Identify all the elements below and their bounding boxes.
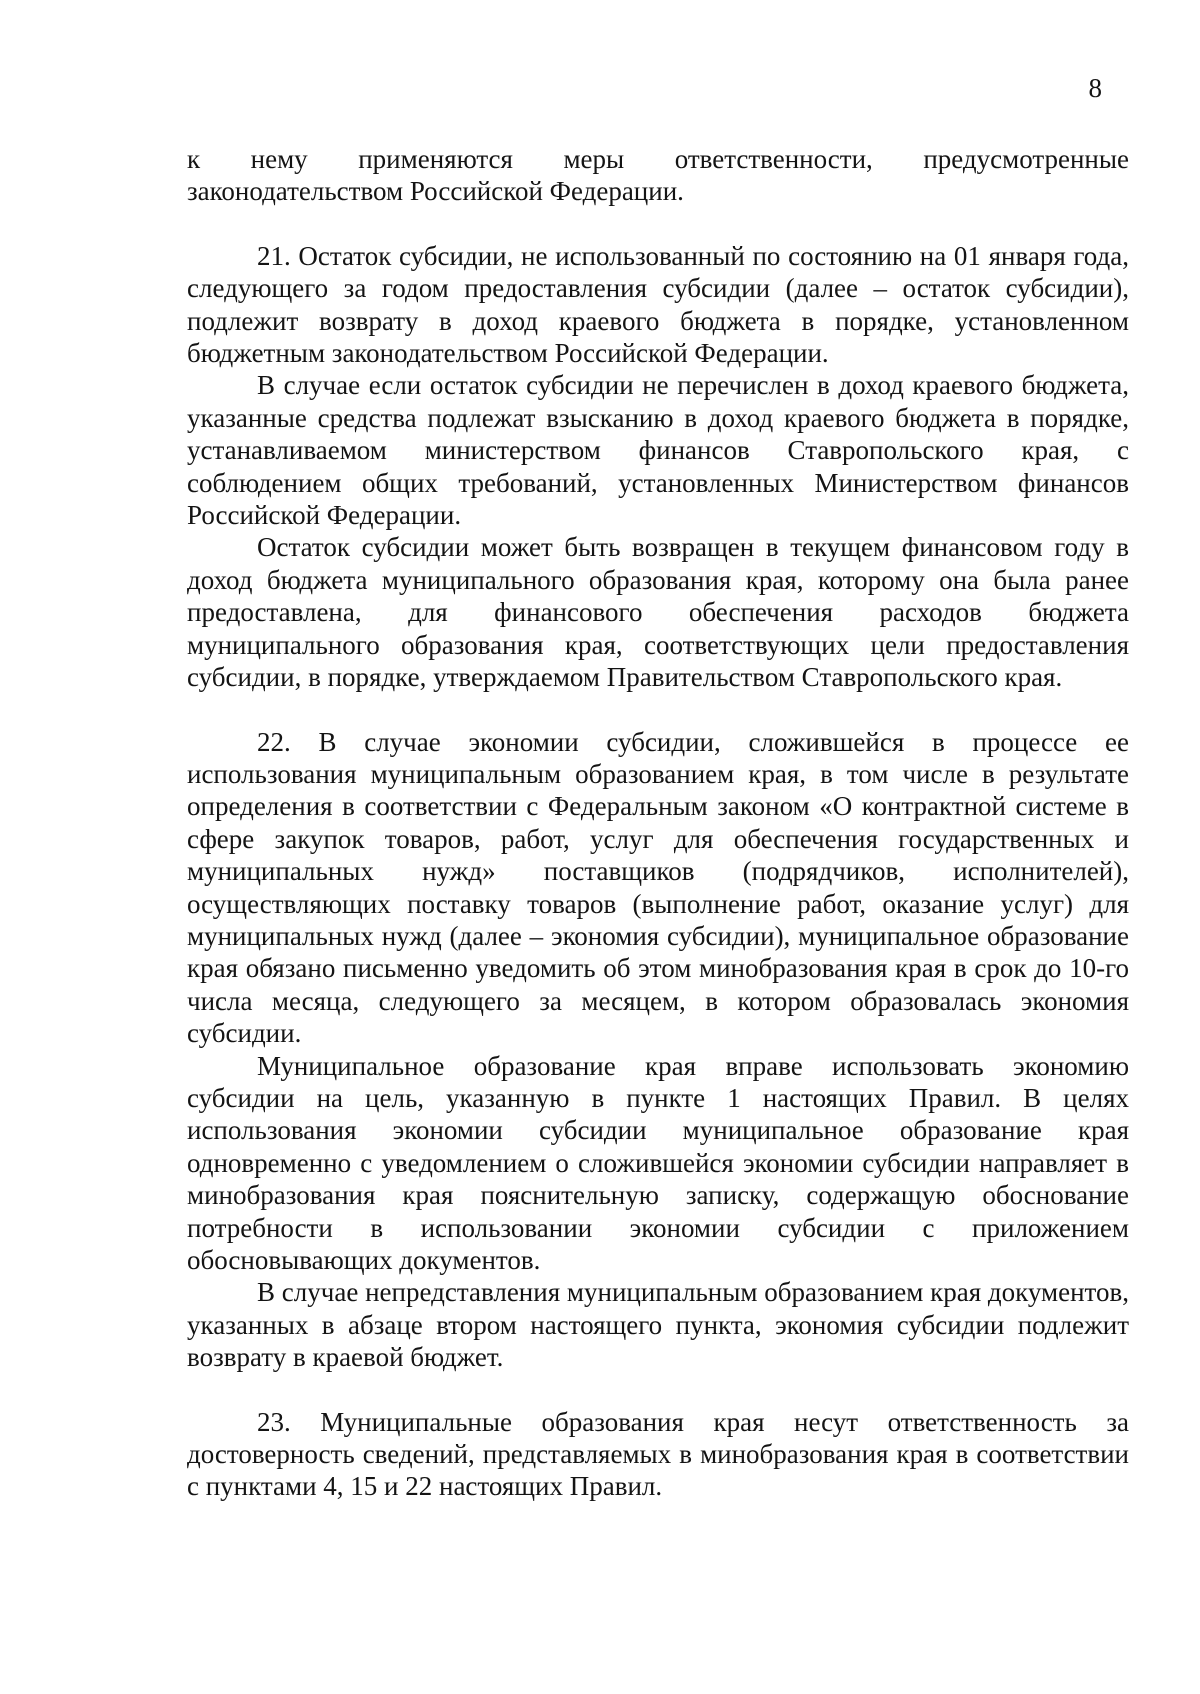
paragraph-clause-22-usage: Муниципальное образование края вправе использовать экономию субсидии на цель, указанную в пункте 1 настоящих Правил. В целях использования экономии субсидии муниципальное образование края одновременно с уведомлением о сложившейся экономии субсидии направляет в минобразования края пояснительную записку, содержащую обоснование потребности в использовании экономии субсидии с приложением обосновывающих документов.	[187, 1050, 1129, 1275]
paragraph-continuation: к нему применяются меры ответственности, предусмотренные законодательством Российской Федерации.	[187, 144, 1129, 207]
document-body	[187, 143, 1129, 1503]
paragraph-clause-22-return: В случае непредставления муниципальным образованием края документов, указанных в абзаце втором настоящего пункта, экономия субсидии подлежит возврату в краевой бюджет.	[187, 1277, 1129, 1373]
paragraph-clause-23: 23. Муниципальные образования края несут ответственность за достоверность сведений, представляемых в минобразования края в соответствии с пунктами 4, 15 и 22 настоящих Правил.	[187, 1406, 1129, 1502]
paragraph-clause-22: 22. В случае экономии субсидии, сложившейся в процессе ее использования муниципальным образованием края, в том числе в результате определения в соответствии с Федеральным законом «О контрактной системе в сфере закупок товаров, работ, услуг для обеспечения государственных и муниципальных нужд» поставщиков (подрядчиков, исполнителей), осуществляющих поставку товаров (выполнение работ, оказание услуг) для муниципальных нужд (далее – экономия субсидии), муниципальное образование края обязано письменно уведомить об этом минобразования края в срок до 10-го числа месяца, следующего за месяцем, в котором образовалась экономия субсидии.	[187, 726, 1129, 1049]
paragraph-clause-21: 21. Остаток субсидии, не использованный по состоянию на 01 января года, следующего за годом предоставления субсидии (далее – остаток субсидии), подлежит возврату в доход краевого бюджета в порядке, установленном бюджетным законодательством Российской Федерации.	[187, 240, 1129, 369]
page-number: 8	[1088, 73, 1102, 103]
paragraph-clause-21-recovery: В случае если остаток субсидии не перечислен в доход краевого бюджета, указанные средства подлежат взысканию в доход краевого бюджета в порядке, устанавливаемом министерством финансов Ставропольского края, с соблюдением общих требований, установленных Министерством финансов Российской Федерации.	[187, 370, 1129, 531]
paragraph-clause-21-return: Остаток субсидии может быть возвращен в текущем финансовом году в доход бюджета муниципального образования края, которому она была ранее предоставлена, для финансового обеспечения расходов бюджета муниципального образования края, соответствующих цели предоставления субсидии, в порядке, утверждаемом Правительством Ставропольского края.	[187, 532, 1129, 693]
